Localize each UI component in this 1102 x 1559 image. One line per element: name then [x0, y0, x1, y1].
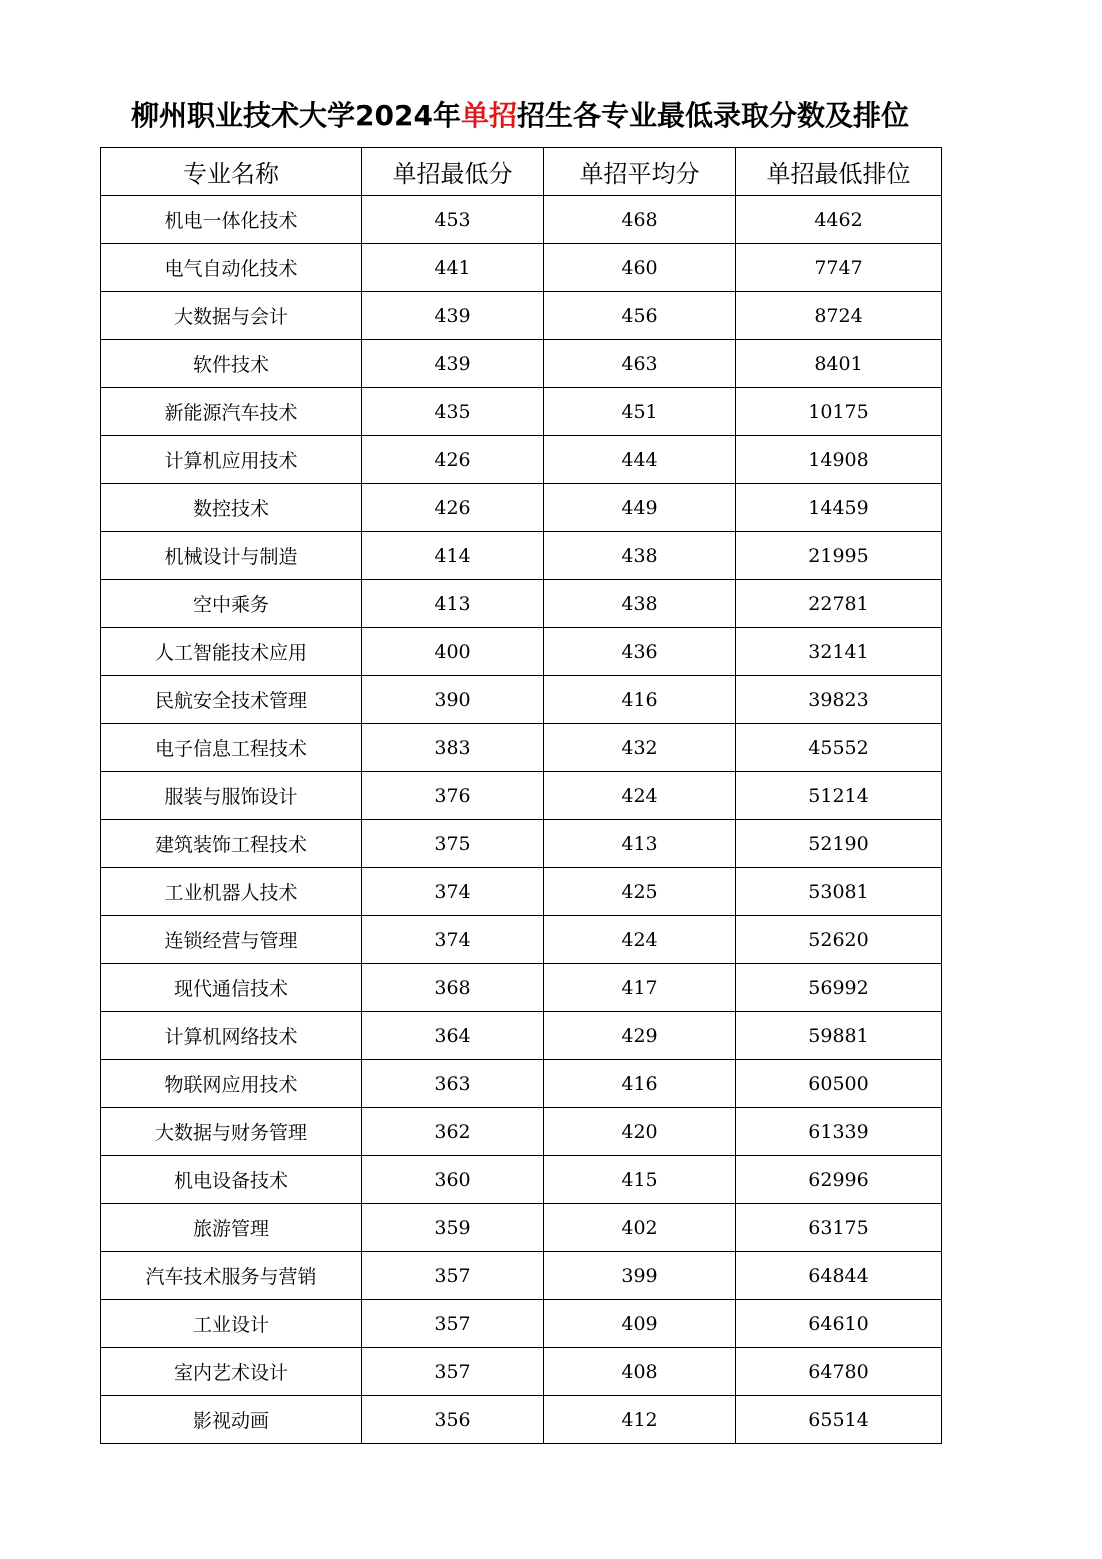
major-name-cell: 人工智能技术应用 — [101, 628, 362, 676]
min-score-cell: 413 — [362, 580, 544, 628]
table-row — [101, 676, 942, 724]
avg-score-cell: 456 — [544, 292, 736, 340]
min-score-cell: 357 — [362, 1300, 544, 1348]
avg-score-cell: 402 — [544, 1204, 736, 1252]
min-score-cell: 375 — [362, 820, 544, 868]
avg-score-cell: 424 — [544, 772, 736, 820]
min-rank-cell: 21995 — [736, 532, 942, 580]
header-avg-score: 单招平均分 — [544, 148, 736, 196]
major-name-cell: 建筑装饰工程技术 — [101, 820, 362, 868]
min-rank-cell: 64610 — [736, 1300, 942, 1348]
avg-score-cell: 460 — [544, 244, 736, 292]
avg-score-cell: 436 — [544, 628, 736, 676]
major-name-cell: 连锁经营与管理 — [101, 916, 362, 964]
avg-score-cell: 438 — [544, 532, 736, 580]
major-name-cell: 计算机应用技术 — [101, 436, 362, 484]
avg-score-cell: 408 — [544, 1348, 736, 1396]
min-score-cell: 360 — [362, 1156, 544, 1204]
min-score-cell: 400 — [362, 628, 544, 676]
major-name-cell: 机电一体化技术 — [101, 196, 362, 244]
avg-score-cell: 432 — [544, 724, 736, 772]
major-name-cell: 民航安全技术管理 — [101, 676, 362, 724]
major-name-cell: 工业机器人技术 — [101, 868, 362, 916]
major-name-cell: 机械设计与制造 — [101, 532, 362, 580]
min-score-cell: 414 — [362, 532, 544, 580]
avg-score-cell: 429 — [544, 1012, 736, 1060]
min-score-cell: 439 — [362, 340, 544, 388]
table-row — [101, 532, 942, 580]
major-name-cell: 机电设备技术 — [101, 1156, 362, 1204]
min-rank-cell: 4462 — [736, 196, 942, 244]
table-row — [101, 1204, 942, 1252]
avg-score-cell: 416 — [544, 676, 736, 724]
avg-score-cell: 416 — [544, 1060, 736, 1108]
major-name-cell: 影视动画 — [101, 1396, 362, 1444]
major-name-cell: 物联网应用技术 — [101, 1060, 362, 1108]
table-row — [101, 1252, 942, 1300]
min-rank-cell: 14908 — [736, 436, 942, 484]
avg-score-cell: 425 — [544, 868, 736, 916]
table-row — [101, 1012, 942, 1060]
title-part-2: 招生各专业最低录取分数及排位 — [516, 99, 909, 132]
table-row — [101, 388, 942, 436]
table-row — [101, 964, 942, 1012]
min-score-cell: 374 — [362, 868, 544, 916]
table-row — [101, 1348, 942, 1396]
min-score-cell: 357 — [362, 1348, 544, 1396]
min-score-cell: 441 — [362, 244, 544, 292]
major-name-cell: 空中乘务 — [101, 580, 362, 628]
major-name-cell: 现代通信技术 — [101, 964, 362, 1012]
avg-score-cell: 451 — [544, 388, 736, 436]
min-rank-cell: 59881 — [736, 1012, 942, 1060]
major-name-cell: 服装与服饰设计 — [101, 772, 362, 820]
table-row — [101, 580, 942, 628]
min-score-cell: 439 — [362, 292, 544, 340]
major-name-cell: 旅游管理 — [101, 1204, 362, 1252]
min-score-cell: 362 — [362, 1108, 544, 1156]
table-header-row — [101, 148, 942, 196]
title-highlight: 单招 — [460, 99, 517, 132]
header-major-name: 专业名称 — [101, 148, 362, 196]
table-row — [101, 244, 942, 292]
min-rank-cell: 65514 — [736, 1396, 942, 1444]
min-rank-cell: 39823 — [736, 676, 942, 724]
avg-score-cell: 417 — [544, 964, 736, 1012]
table-row — [101, 1396, 942, 1444]
min-rank-cell: 32141 — [736, 628, 942, 676]
major-name-cell: 数控技术 — [101, 484, 362, 532]
major-name-cell: 计算机网络技术 — [101, 1012, 362, 1060]
min-rank-cell: 53081 — [736, 868, 942, 916]
min-rank-cell: 63175 — [736, 1204, 942, 1252]
min-score-cell: 383 — [362, 724, 544, 772]
table-row — [101, 1060, 942, 1108]
min-rank-cell: 14459 — [736, 484, 942, 532]
avg-score-cell: 412 — [544, 1396, 736, 1444]
min-rank-cell: 56992 — [736, 964, 942, 1012]
table-row — [101, 1300, 942, 1348]
header-min-score: 单招最低分 — [362, 148, 544, 196]
table-row — [101, 292, 942, 340]
min-rank-cell: 64844 — [736, 1252, 942, 1300]
table-row — [101, 1108, 942, 1156]
header-min-rank: 单招最低排位 — [736, 148, 942, 196]
avg-score-cell: 409 — [544, 1300, 736, 1348]
min-rank-cell: 52190 — [736, 820, 942, 868]
table-row — [101, 340, 942, 388]
title-part-1: 柳州职业技术大学2024年 — [131, 99, 461, 132]
min-rank-cell: 45552 — [736, 724, 942, 772]
avg-score-cell: 444 — [544, 436, 736, 484]
major-name-cell: 工业设计 — [101, 1300, 362, 1348]
major-name-cell: 大数据与财务管理 — [101, 1108, 362, 1156]
avg-score-cell: 463 — [544, 340, 736, 388]
table-row — [101, 628, 942, 676]
min-score-cell: 356 — [362, 1396, 544, 1444]
table-row — [101, 916, 942, 964]
min-rank-cell: 8401 — [736, 340, 942, 388]
avg-score-cell: 413 — [544, 820, 736, 868]
min-rank-cell: 8724 — [736, 292, 942, 340]
avg-score-cell: 399 — [544, 1252, 736, 1300]
min-score-cell: 376 — [362, 772, 544, 820]
table-row — [101, 1156, 942, 1204]
avg-score-cell: 415 — [544, 1156, 736, 1204]
table-body — [101, 196, 942, 1444]
avg-score-cell: 424 — [544, 916, 736, 964]
min-score-cell: 359 — [362, 1204, 544, 1252]
table-row — [101, 772, 942, 820]
major-name-cell: 室内艺术设计 — [101, 1348, 362, 1396]
min-score-cell: 435 — [362, 388, 544, 436]
min-rank-cell: 10175 — [736, 388, 942, 436]
min-rank-cell: 52620 — [736, 916, 942, 964]
major-name-cell: 新能源汽车技术 — [101, 388, 362, 436]
major-name-cell: 汽车技术服务与营销 — [101, 1252, 362, 1300]
avg-score-cell: 438 — [544, 580, 736, 628]
min-rank-cell: 60500 — [736, 1060, 942, 1108]
min-rank-cell: 51214 — [736, 772, 942, 820]
major-name-cell: 大数据与会计 — [101, 292, 362, 340]
min-score-cell: 453 — [362, 196, 544, 244]
min-score-cell: 426 — [362, 484, 544, 532]
avg-score-cell: 468 — [544, 196, 736, 244]
table-row — [101, 484, 942, 532]
min-score-cell: 364 — [362, 1012, 544, 1060]
min-rank-cell: 22781 — [736, 580, 942, 628]
score-table — [100, 147, 942, 1444]
avg-score-cell: 420 — [544, 1108, 736, 1156]
major-name-cell: 电气自动化技术 — [101, 244, 362, 292]
min-score-cell: 357 — [362, 1252, 544, 1300]
min-score-cell: 368 — [362, 964, 544, 1012]
min-score-cell: 374 — [362, 916, 544, 964]
table-row — [101, 436, 942, 484]
table-row — [101, 196, 942, 244]
min-rank-cell: 7747 — [736, 244, 942, 292]
min-rank-cell: 61339 — [736, 1108, 942, 1156]
page-title — [0, 96, 1040, 136]
min-rank-cell: 64780 — [736, 1348, 942, 1396]
min-score-cell: 363 — [362, 1060, 544, 1108]
avg-score-cell: 449 — [544, 484, 736, 532]
min-rank-cell: 62996 — [736, 1156, 942, 1204]
major-name-cell: 电子信息工程技术 — [101, 724, 362, 772]
table-row — [101, 820, 942, 868]
major-name-cell: 软件技术 — [101, 340, 362, 388]
min-score-cell: 390 — [362, 676, 544, 724]
min-score-cell: 426 — [362, 436, 544, 484]
table-row — [101, 724, 942, 772]
table-row — [101, 868, 942, 916]
